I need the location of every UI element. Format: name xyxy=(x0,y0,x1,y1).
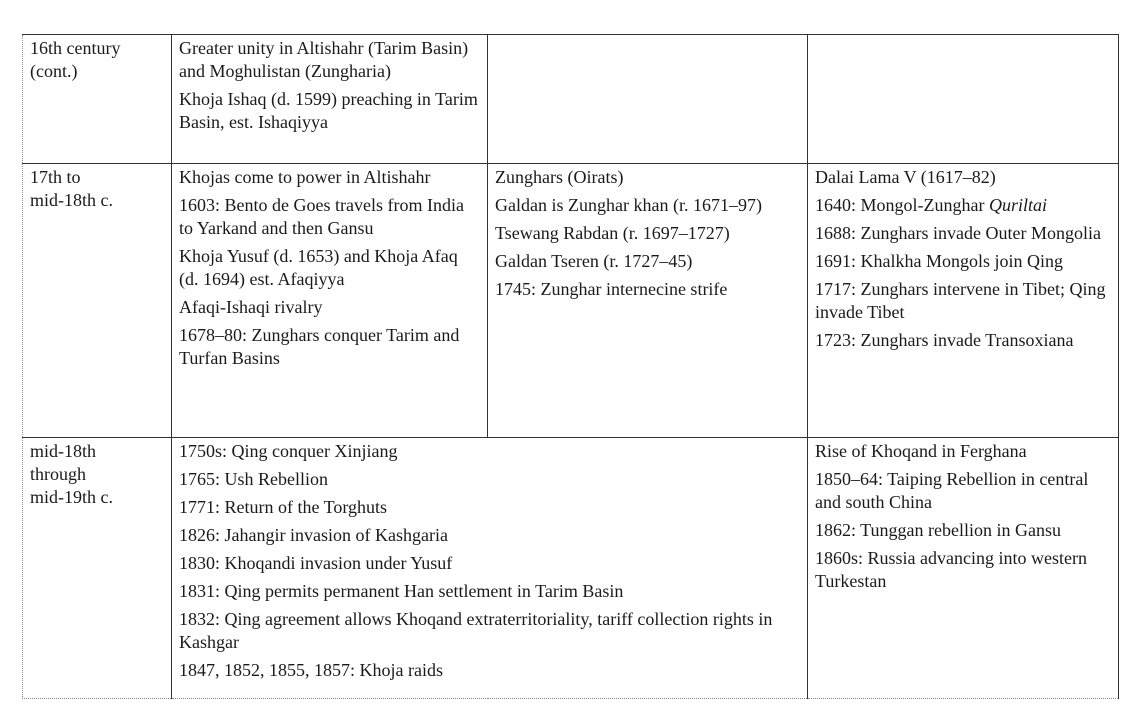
event-entry: 1830: Khoqandi invasion under Yusuf xyxy=(179,553,453,573)
event-entry: 1765: Ush Rebellion xyxy=(179,469,328,489)
event-entry: Khojas come to power in Altishahr xyxy=(179,167,431,187)
event-entry: Greater unity in Altishahr (Tarim Basin) and Moghulistan (Zungharia) xyxy=(179,38,469,81)
event-entry: Tsewang Rabdan (r. 1697–1727) xyxy=(495,223,730,243)
context-cell xyxy=(808,164,1119,438)
table-row xyxy=(23,438,1119,699)
event-entry: 1678–80: Zunghars conquer Tarim and Turfan Basins xyxy=(179,325,460,368)
table-row xyxy=(23,35,1119,164)
events-cell xyxy=(172,438,808,699)
events-cell xyxy=(172,164,488,438)
zunghar-cell xyxy=(488,35,808,164)
event-entry: 1832: Qing agreement allows Khoqand extraterritoriality, tariff collection rights in Kashgar xyxy=(179,609,773,652)
period-label: mid-18th through mid-19th c. xyxy=(30,441,113,507)
event-entry: 1847, 1852, 1855, 1857: Khoja raids xyxy=(179,660,443,680)
event-term: Quriltai xyxy=(988,195,1047,215)
event-entry: 1750s: Qing conquer Xinjiang xyxy=(179,441,398,461)
event-entry: 1862: Tunggan rebellion in Gansu xyxy=(815,520,1061,540)
context-cell xyxy=(808,438,1119,699)
event-entry: Galdan Tseren (r. 1727–45) xyxy=(495,251,693,271)
period-label: 16th century (cont.) xyxy=(30,38,121,81)
period-cell xyxy=(23,164,172,438)
event-entry: 1831: Qing permits permanent Han settlement in Tarim Basin xyxy=(179,581,624,601)
event-entry: 1826: Jahangir invasion of Kashgaria xyxy=(179,525,448,545)
period-cell xyxy=(23,438,172,699)
period-cell xyxy=(23,35,172,164)
event-entry: 1850–64: Taiping Rebellion in central and south China xyxy=(815,469,1089,512)
event-entry: Zunghars (Oirats) xyxy=(495,167,624,187)
chronology-table xyxy=(22,34,1119,699)
zunghar-cell xyxy=(488,164,808,438)
event-entry: 1771: Return of the Torghuts xyxy=(179,497,388,517)
event-entry: Khoja Ishaq (d. 1599) preaching in Tarim Basin, est. Ishaqiyya xyxy=(179,89,478,132)
event-entry: 1691: Khalkha Mongols join Qing xyxy=(815,251,1063,271)
events-cell xyxy=(172,35,488,164)
context-cell xyxy=(808,35,1119,164)
event-entry xyxy=(815,194,1112,217)
event-entry: 1688: Zunghars invade Outer Mongolia xyxy=(815,223,1101,243)
event-text: 1640: Mongol-Zunghar xyxy=(815,195,985,215)
event-entry: 1603: Bento de Goes travels from India to Yarkand and then Gansu xyxy=(179,195,464,238)
period-label: 17th to mid-18th c. xyxy=(30,167,113,210)
event-entry: Rise of Khoqand in Ferghana xyxy=(815,441,1027,461)
event-entry: 1717: Zunghars intervene in Tibet; Qing invade Tibet xyxy=(815,279,1106,322)
table-row xyxy=(23,164,1119,438)
event-entry: Khoja Yusuf (d. 1653) and Khoja Afaq (d. 1694) est. Afaqiyya xyxy=(179,246,458,289)
event-entry: Dalai Lama V (1617–82) xyxy=(815,167,996,187)
event-entry: 1745: Zunghar internecine strife xyxy=(495,279,728,299)
event-entry: 1860s: Russia advancing into western Turkestan xyxy=(815,548,1087,591)
event-entry: 1723: Zunghars invade Transoxiana xyxy=(815,330,1074,350)
event-entry: Afaqi-Ishaqi rivalry xyxy=(179,297,323,317)
event-entry: Galdan is Zunghar khan (r. 1671–97) xyxy=(495,195,762,215)
